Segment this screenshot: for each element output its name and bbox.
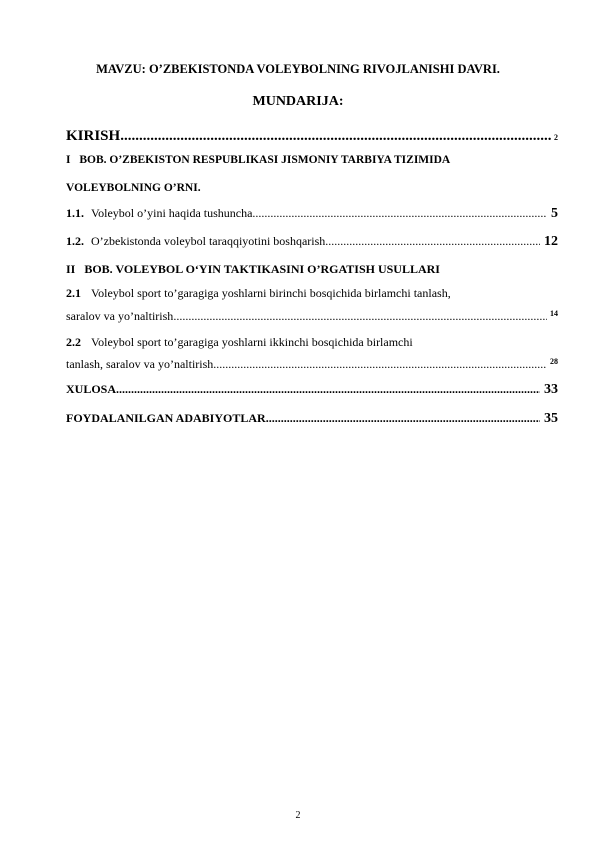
toc-2-1-title-cont: saralov va yo’naltirish [66, 309, 174, 323]
toc-leader-dots [325, 234, 540, 249]
toc-entry-xulosa[interactable] [66, 382, 558, 398]
toc-entry-2-1-line1[interactable] [66, 286, 451, 301]
toc-entry-1-1[interactable] [66, 206, 558, 222]
toc-entry-2-2-line1[interactable] [66, 335, 413, 350]
toc-2-1-number: 2.1 [66, 286, 81, 300]
toc-entry-adabiyotlar[interactable] [66, 411, 558, 427]
toc-leader-dots [116, 382, 540, 397]
toc-chapter-1-line2: VOLEYBOLNING O’RNI. [66, 182, 201, 194]
toc-entry-kirish[interactable] [66, 128, 558, 145]
toc-1-1-number: 1.1. [66, 206, 84, 220]
toc-entry-2-1-line2[interactable] [66, 309, 558, 324]
toc-xulosa-title: XULOSA [66, 382, 117, 396]
toc-adabiyotlar-page: 35 [544, 411, 558, 426]
document-topic: MAVZU: O’ZBEKISTONDA VOLEYBOLNING RIVOJLANISHI DAVRI. [96, 62, 500, 76]
toc-chapter-1-numeral: I [66, 154, 71, 166]
toc-1-1-page: 5 [551, 206, 558, 221]
toc-chapter-1-title: BOB. O’ZBEKISTON RESPUBLIKASI JISMONIY TARBIYA TIZIMIDA [79, 154, 451, 166]
toc-1-1-title: Voleybol o’yini haqida tushuncha [91, 206, 253, 220]
contents-heading: MUNDARIJA: [252, 94, 344, 109]
toc-entry-2-2-line2[interactable] [66, 357, 558, 372]
toc-2-2-title-cont: tanlash, saralov va yo’naltirish [66, 357, 214, 371]
toc-xulosa-page: 33 [544, 382, 558, 397]
toc-chapter-1-line1[interactable] [66, 154, 450, 166]
toc-2-1-page: 14 [550, 309, 558, 318]
toc-1-2-number: 1.2. [66, 234, 84, 248]
toc-kirish-page: 2 [554, 133, 558, 142]
toc-2-2-page: 28 [550, 357, 558, 366]
toc-kirish-title: KIRISH [66, 128, 121, 144]
toc-adabiyotlar-title: FOYDALANILGAN ADABIYOTLAR [66, 411, 266, 425]
toc-leader-dots [173, 309, 547, 324]
toc-1-2-page: 12 [544, 234, 558, 249]
toc-leader-dots [120, 128, 551, 145]
toc-1-2-title: O’zbekistonda voleybol taraqqiyotini boshqarish [91, 234, 326, 248]
toc-entry-1-2[interactable] [66, 234, 558, 250]
toc-leader-dots [266, 411, 540, 426]
footer-page-number: 2 [295, 810, 301, 821]
toc-leader-dots [252, 206, 547, 221]
toc-chapter-2-numeral: II [66, 262, 76, 276]
toc-2-1-title: Voleybol sport to’garagiga yoshlarni birinchi bosqichida birlamchi tanlash, [91, 286, 451, 300]
toc-chapter-2-title: BOB. VOLEYBOL O‘YIN TAKTIKASINI O’RGATISH USULLARI [84, 262, 440, 276]
toc-2-2-number: 2.2 [66, 335, 81, 349]
toc-leader-dots [213, 357, 547, 372]
toc-chapter-2[interactable] [66, 262, 440, 277]
toc-2-2-title: Voleybol sport to’garagiga yoshlarni ikkinchi bosqichida birlamchi [91, 335, 413, 349]
